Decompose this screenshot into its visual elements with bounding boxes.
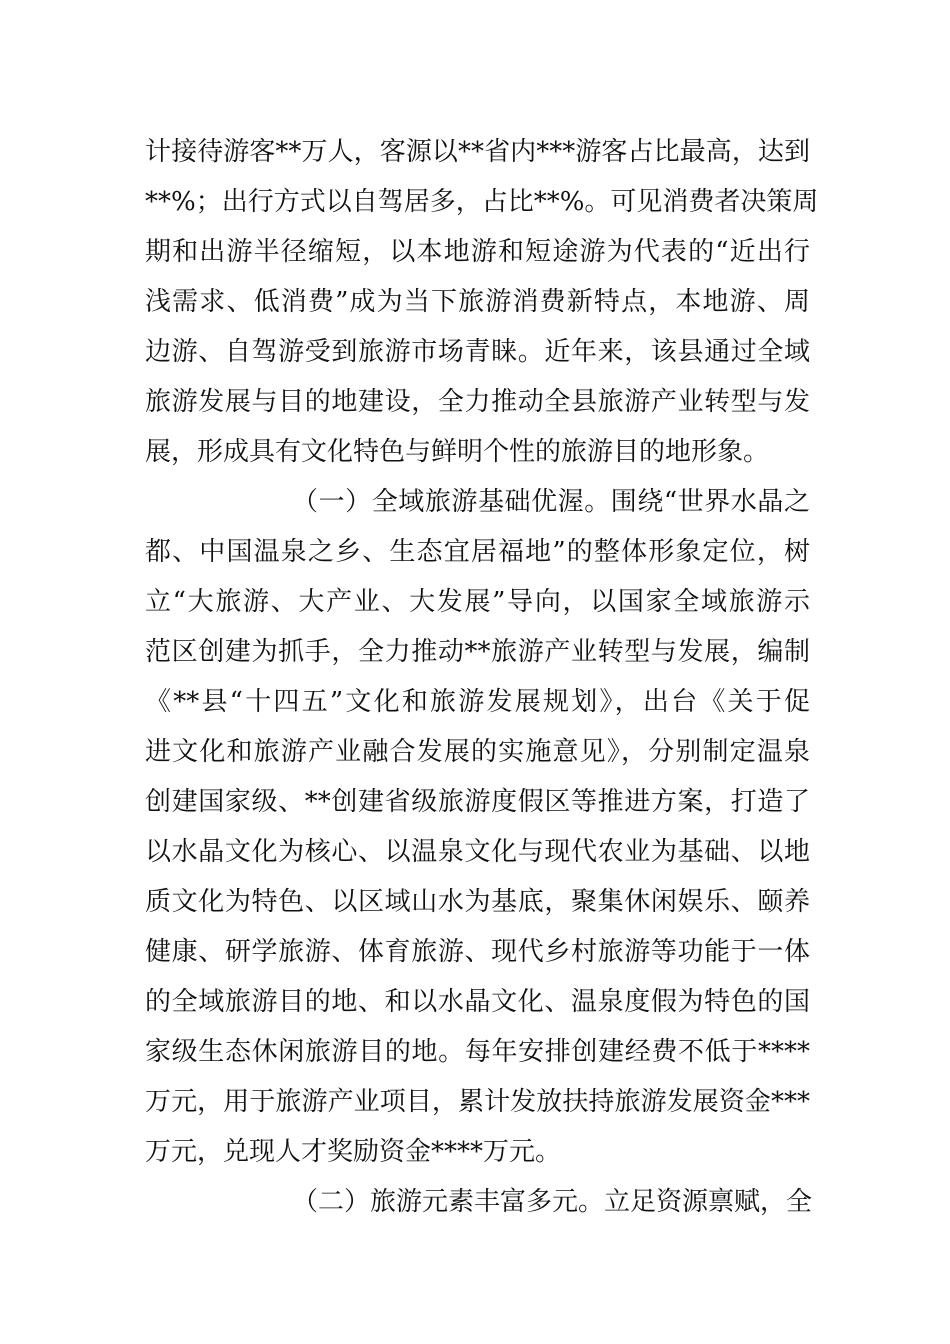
text-line: 创建国家级、**创建省级旅游度假区等推进方案，打造了 — [145, 787, 810, 817]
text-line: 旅游发展与目的地建设，全力推动全县旅游产业转型与发 — [145, 387, 810, 417]
text-line: 都、中国温泉之乡、生态宜居福地”的整体形象定位，树 — [145, 537, 810, 567]
text-line: 期和出游半径缩短，以本地游和短途游为代表的“近出行 — [145, 237, 810, 267]
text-line: 质文化为特色、以区域山水为基底，聚集休闲娱乐、颐养 — [145, 887, 810, 917]
section-heading-line: （一）全域旅游基础优渥。围绕“世界水晶之 — [292, 487, 810, 517]
text-line: 展，形成具有文化特色与鲜明个性的旅游目的地形象。 — [145, 437, 770, 467]
text-line: 范区创建为抓手，全力推动**旅游产业转型与发展，编制 — [145, 637, 810, 667]
text-line: 边游、自驾游受到旅游市场青睐。近年来，该县通过全域 — [145, 337, 810, 367]
text-line: 健康、研学旅游、体育旅游、现代乡村旅游等功能于一体 — [145, 937, 810, 967]
text-line: 计接待游客**万人，客源以**省内***游客占比最高，达到 — [145, 137, 810, 167]
text-line: 万元，用于旅游产业项目，累计发放扶持旅游发展资金*** — [145, 1087, 810, 1117]
text-line: 万元，兑现人才奖励资金****万元。 — [145, 1137, 562, 1167]
text-line: 立“大旅游、大产业、大发展”导向，以国家全域旅游示 — [145, 587, 810, 617]
text-line: 以水晶文化为核心、以温泉文化与现代农业为基础、以地 — [145, 837, 810, 867]
text-line: 的全域旅游目的地、和以水晶文化、温泉度假为特色的国 — [145, 987, 810, 1017]
text-line: 家级生态休闲旅游目的地。每年安排创建经费不低于**** — [145, 1037, 810, 1067]
section-heading-line: （二）旅游元素丰富多元。立足资源禀赋，全 — [292, 1187, 813, 1217]
text-line: 进文化和旅游产业融合发展的实施意见》，分别制定温泉 — [145, 737, 810, 767]
text-line: 浅需求、低消费”成为当下旅游消费新特点，本地游、周 — [145, 287, 810, 317]
text-line: 《**县“十四五”文化和旅游发展规划》，出台《关于促 — [145, 687, 810, 717]
text-line: **%；出行方式以自驾居多，占比**%。可见消费者决策周 — [145, 187, 819, 217]
